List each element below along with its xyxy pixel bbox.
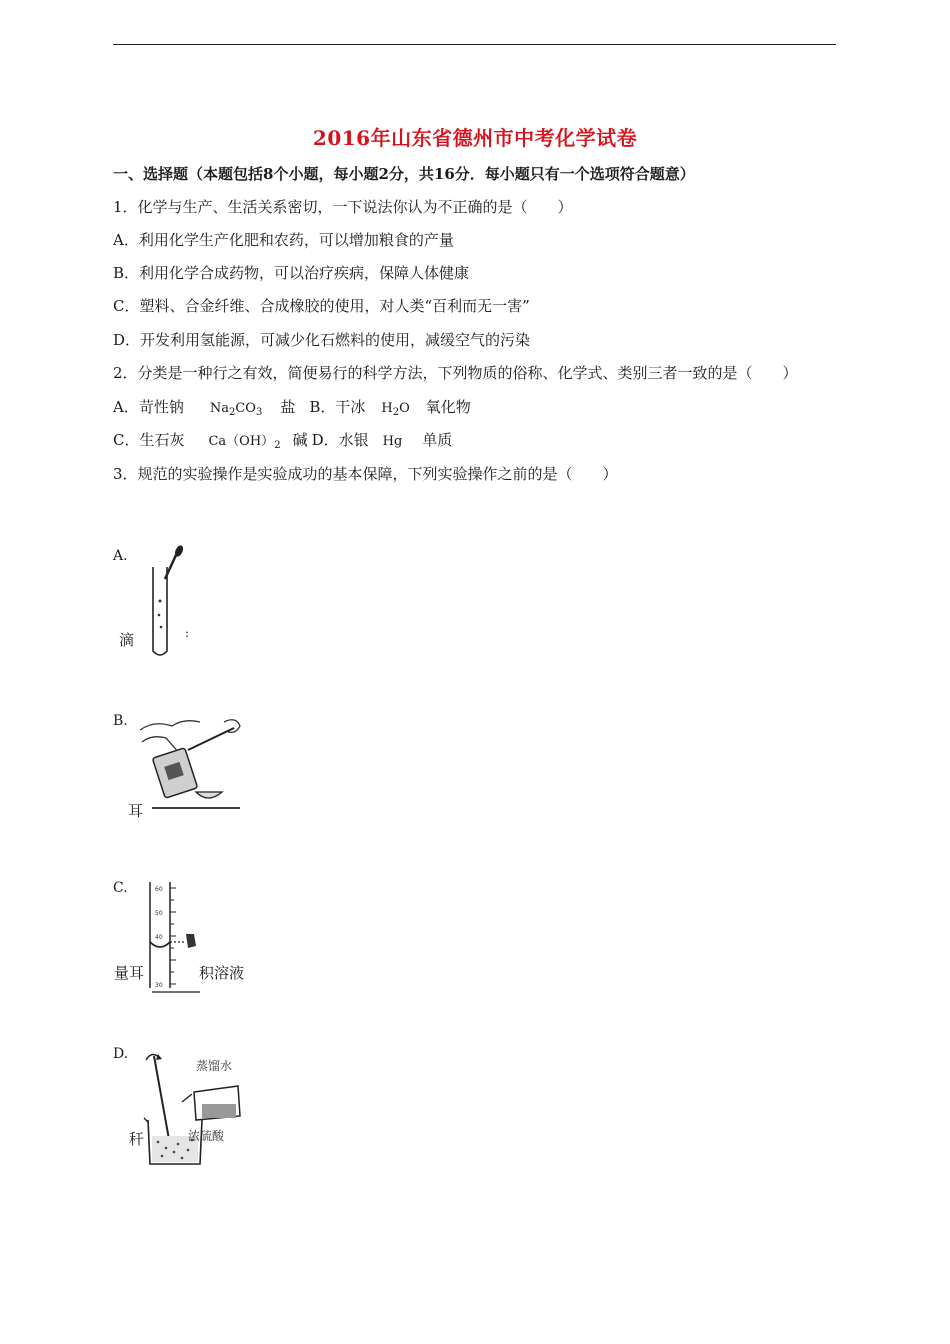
section-heading: 一、选择题（本题包括8个小题，每小题2分，共16分．每小题只有一个选项符合题意）	[113, 165, 695, 183]
q2-a-class: 盐	[280, 398, 296, 416]
q3-option-c-caption-right: 积溶液	[199, 964, 245, 982]
q3-option-a-caption: 滴	[119, 631, 135, 649]
label-concentrated-acid: 浓硫酸	[188, 1129, 225, 1143]
q3-option-c-caption-left: 量耳	[114, 964, 145, 982]
scale-label-bottom: 30	[155, 982, 163, 989]
q2-b-class: 氧化物	[425, 398, 471, 416]
q2-b-formula: $H_2O$	[381, 401, 410, 418]
header-rule	[113, 44, 836, 45]
scale-label-mid2: 40	[155, 934, 163, 941]
question-1-option-d: D．开发利用氢能源，可减少化石燃料的使用，减缓空气的污染	[113, 331, 531, 349]
q3-option-a-caption-right: :	[185, 626, 190, 640]
graduated-cylinder-figure	[138, 878, 202, 994]
q2-c-label: C．生石灰	[113, 431, 185, 449]
question-3-stem: 3．规范的实验操作是实验成功的基本保障，下列实验操作之前的是（ ）	[113, 465, 618, 483]
question-2-options-ab	[113, 397, 471, 423]
q3-option-d-caption: 秆	[129, 1130, 145, 1148]
question-1-option-a: A．利用化学生产化肥和农药，可以增加粮食的产量	[113, 231, 454, 249]
scale-label-mid1: 50	[155, 910, 163, 917]
question-1-stem: 1．化学与生产、生活关系密切，一下说法你认为不正确的是（ ）	[113, 198, 573, 216]
q3-option-c-label: C.	[113, 880, 128, 896]
label-distilled-water: 蒸馏水	[196, 1059, 233, 1073]
question-2-options-cd	[113, 430, 452, 456]
q2-a-label: A．苛性钠	[113, 398, 184, 416]
page-title: 2016年山东省德州市中考化学试卷	[312, 126, 638, 150]
dilution-figure	[138, 1046, 242, 1168]
q2-d-class: 单质	[422, 431, 453, 449]
question-2-stem: 2．分类是一种行之有效，简便易行的科学方法，下列物质的俗称、化学式、类别三者一致的是（ ）	[113, 364, 798, 382]
q2-b-label: B．干冰	[309, 398, 366, 416]
pouring-reagent-figure	[136, 712, 242, 812]
q3-option-a-label: A.	[113, 548, 128, 564]
q2-a-formula: $Na_2CO_3$	[209, 401, 263, 418]
scale-label-top: 60	[155, 886, 163, 893]
q2-d-label: D．水银	[311, 431, 369, 449]
question-1-option-b: B．利用化学合成药物，可以治疗疾病，保障人体健康	[113, 264, 470, 282]
dropper-test-tube-figure	[135, 543, 195, 661]
q2-c-class: 碱	[292, 431, 308, 449]
q3-option-b-caption: 耳	[128, 802, 144, 820]
q3-option-d-label: D.	[113, 1046, 129, 1062]
q3-option-b-label: B.	[113, 713, 128, 729]
question-1-option-c: C．塑料、合金纤维、合成橡胶的使用，对人类“百利而无一害”	[113, 297, 530, 315]
q2-d-formula: Hg	[382, 434, 403, 449]
q2-c-formula: $Ca(OH)_2$	[208, 434, 281, 451]
